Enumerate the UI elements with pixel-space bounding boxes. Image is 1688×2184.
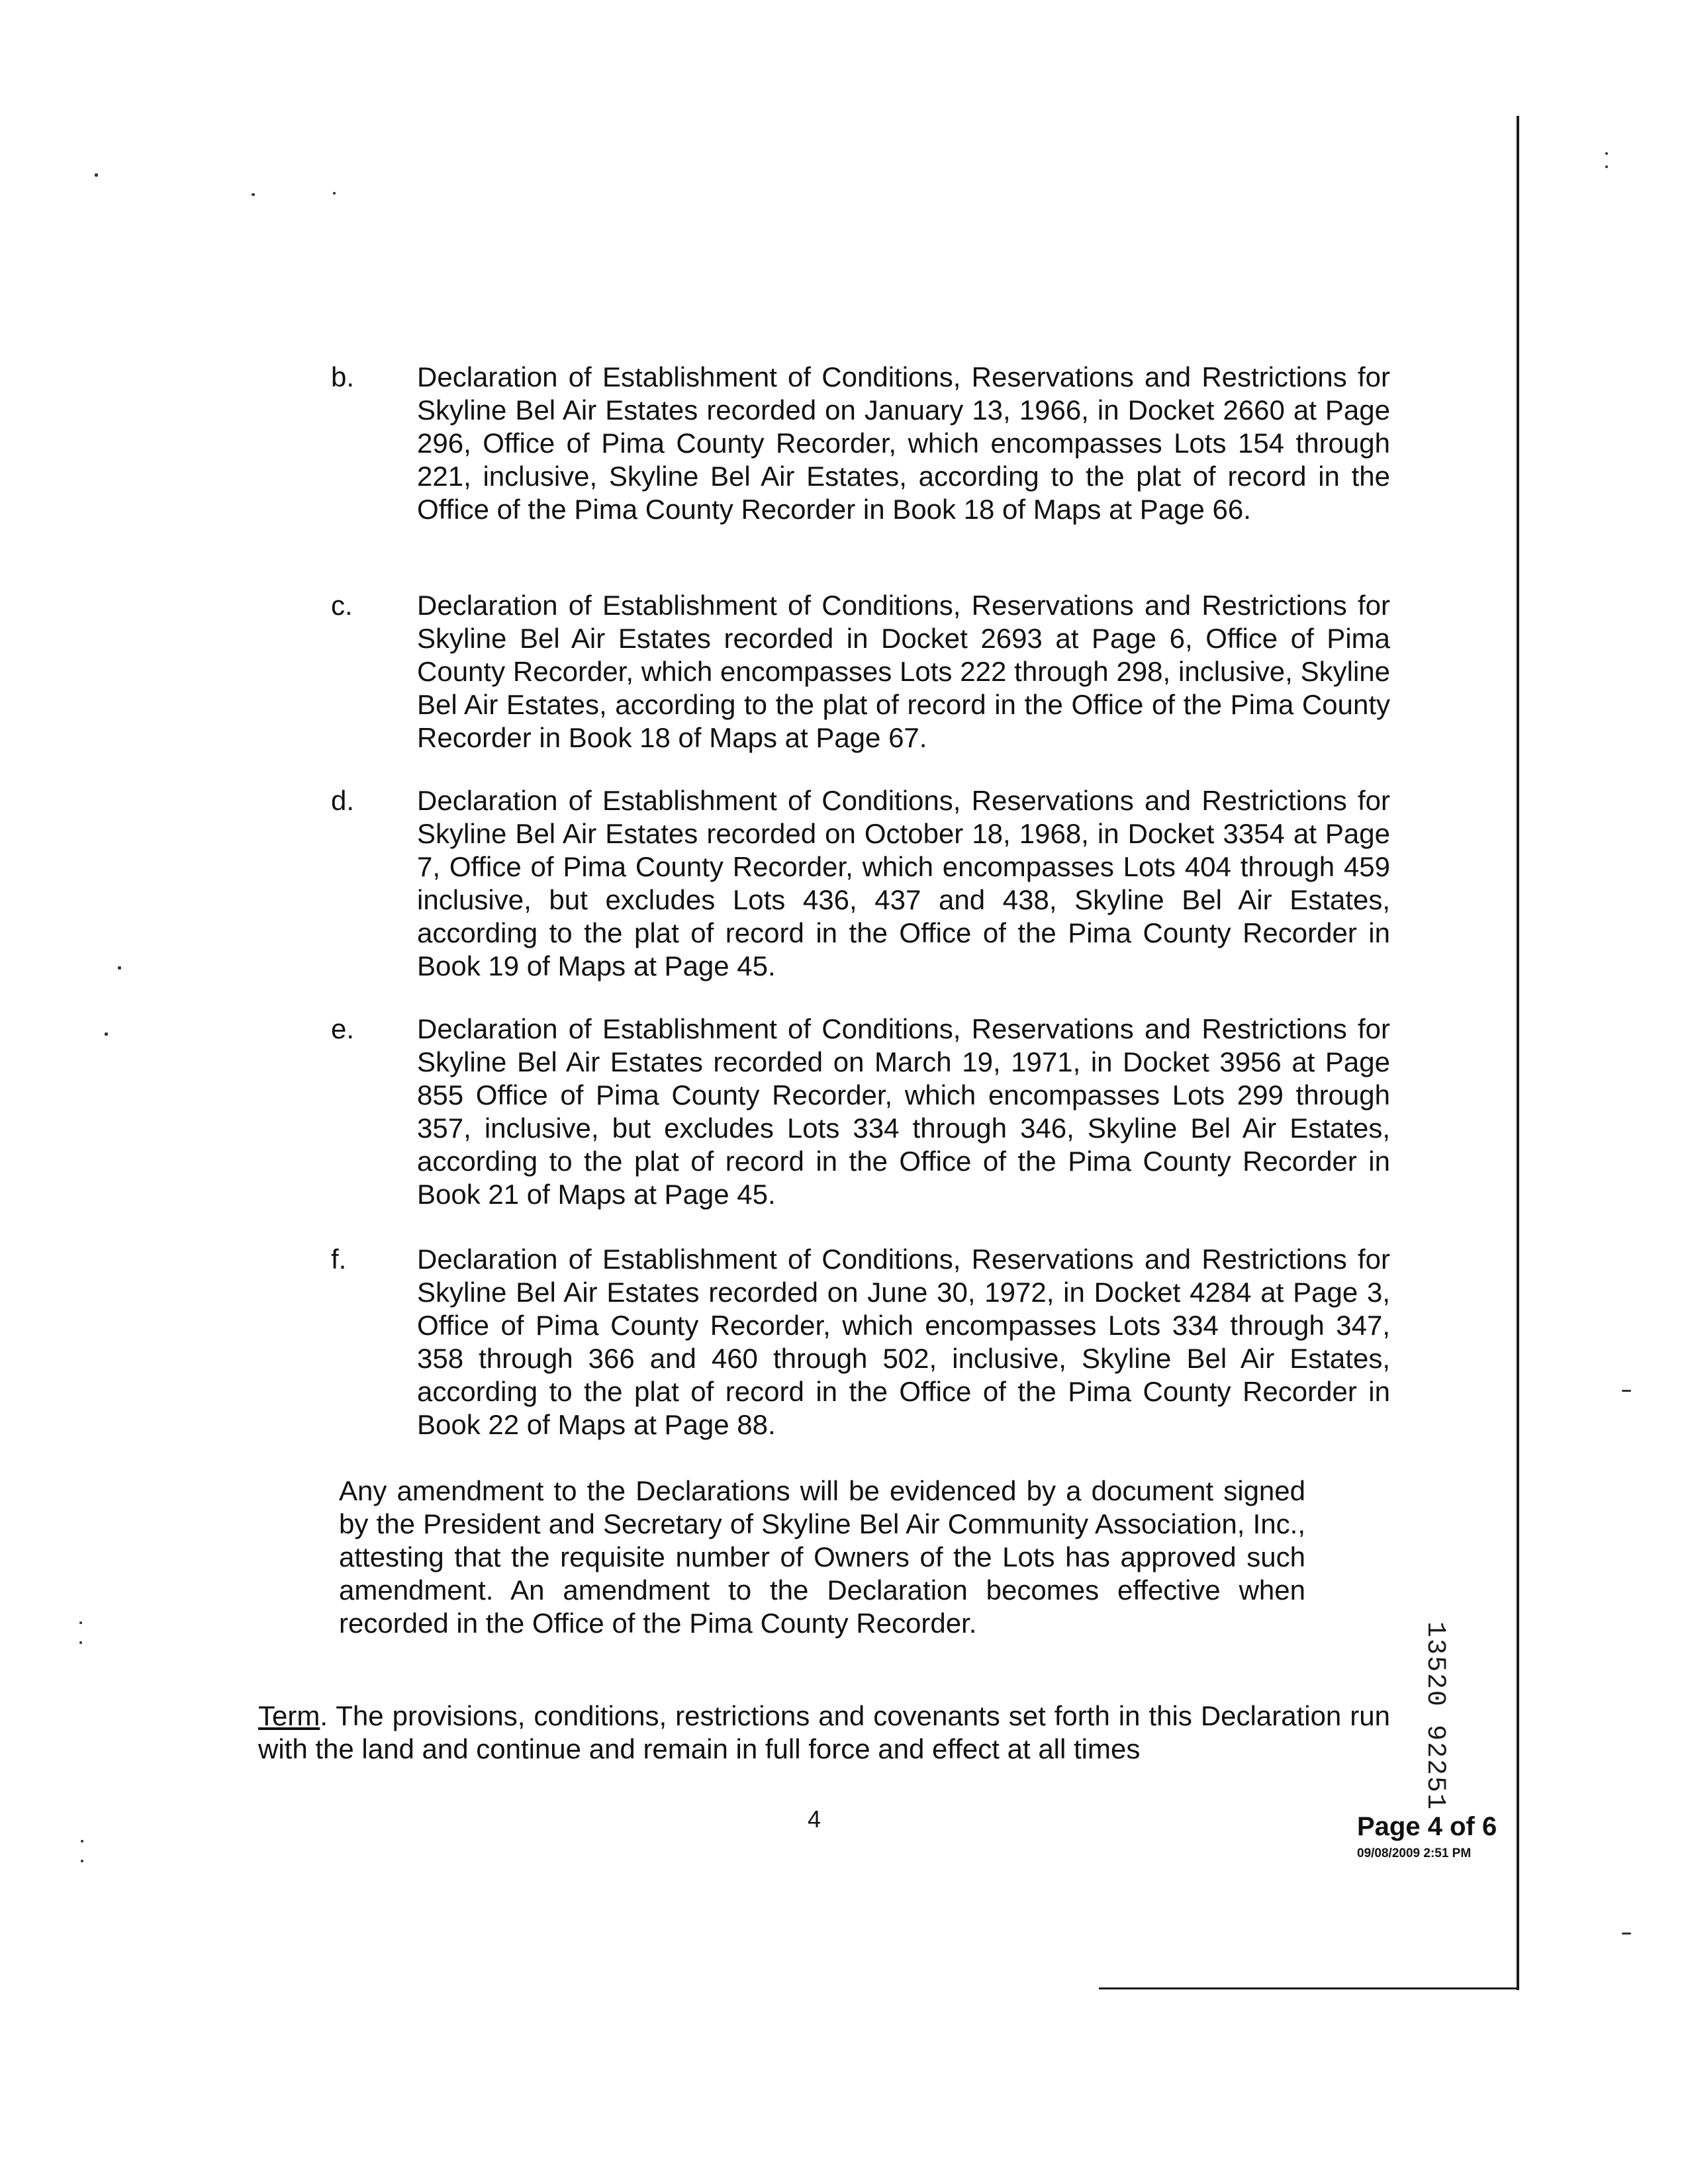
scan-border-bottom [1099, 1987, 1519, 1989]
term-text: . The provisions, conditions, restrictions and covenants set forth in this Declaration run with the land and continue and remain in full force and effect at all times [258, 1700, 1390, 1764]
list-marker: c. [331, 590, 353, 621]
scan-speck [118, 966, 121, 970]
scan-speck [252, 193, 255, 196]
recording-stamp: 13520 92251 [1420, 1621, 1450, 1811]
scan-speck [81, 1840, 83, 1843]
scan-speck [1622, 1933, 1631, 1934]
list-marker: b. [331, 361, 355, 392]
list-item-text: Declaration of Establishment of Conditions, Reservations and Restrictions for Skyline Bel Air Estates recorded in Docket 2693 at Page 6, Office of Pima County Recorder, which encompasses Lots 222 through 298, inclusive, Skyline Bel Air Estates, according to the plat of record in the Office of the Pima County Recorder in Book 18 of Maps at Page 67. [417, 590, 1390, 753]
list-marker: f. [331, 1244, 347, 1275]
scan-speck [333, 192, 336, 195]
scan-speck [1605, 152, 1608, 155]
list-item-text: Declaration of Establishment of Conditions, Reservations and Restrictions for Skyline Bel Air Estates recorded on October 18, 1968, in Docket 3354 at Page 7, Office of Pima County Recorder, which encompasses Lots 404 through 459 inclusive, but excludes Lots 436, 437 and 438, Skyline Bel Air Estates, according to the plat of record in the Office of the Pima County Recorder in Book 19 of Maps at Page 45. [417, 785, 1390, 981]
term-paragraph [258, 1700, 1390, 1766]
scan-speck [95, 173, 98, 177]
list-item-text: Declaration of Establishment of Conditions, Reservations and Restrictions for Skyline Bel Air Estates recorded on January 13, 1966, in Docket 2660 at Page 296, Office of Pima County Recorder, which encompasses Lots 154 through 221, inclusive, Skyline Bel Air Estates, according to the plat of record in the Office of the Pima County Recorder in Book 18 of Maps at Page 66. [417, 361, 1390, 525]
term-heading: Term [258, 1700, 320, 1731]
scan-speck [1605, 165, 1608, 168]
scan-speck [81, 1860, 83, 1862]
amendment-paragraph: Any amendment to the Declarations will be evidenced by a document signed by the President and Secretary of Skyline Bel Air Community Association, Inc., attesting that the requisite number of Owners of the Lots has approved such amendment. An amendment to the Declaration becomes effective when recorded in the Office of the Pima County Recorder. [339, 1475, 1305, 1639]
list-marker: d. [331, 785, 355, 816]
list-marker: e. [331, 1013, 355, 1044]
page-number: 4 [808, 1805, 821, 1833]
list-item-text: Declaration of Establishment of Conditions, Reservations and Restrictions for Skyline Bel Air Estates recorded on March 19, 1971, in Docket 3956 at Page 855 Office of Pima County Recorder, which encompasses Lots 299 through 357, inclusive, but excludes Lots 334 through 346, Skyline Bel Air Estates, according to the plat of record in the Office of the Pima County Recorder in Book 21 of Maps at Page 45. [417, 1013, 1390, 1210]
scan-speck [79, 1621, 82, 1624]
scan-speck [1622, 1390, 1631, 1392]
scan-speck [79, 1641, 82, 1644]
print-date: 09/08/2009 2:51 PM [1357, 1846, 1472, 1860]
scan-border-right [1517, 116, 1519, 1990]
list-item-text: Declaration of Establishment of Conditions, Reservations and Restrictions for Skyline Bel Air Estates recorded on June 30, 1972, in Docket 4284 at Page 3, Office of Pima County Recorder, which encompasses Lots 334 through 347, 358 through 366 and 460 through 502, inclusive, Skyline Bel Air Estates, according to the plat of record in the Office of the Pima County Recorder in Book 22 of Maps at Page 88. [417, 1244, 1390, 1440]
page-of-label: Page 4 of 6 [1357, 1812, 1497, 1841]
scan-speck [105, 1032, 108, 1036]
